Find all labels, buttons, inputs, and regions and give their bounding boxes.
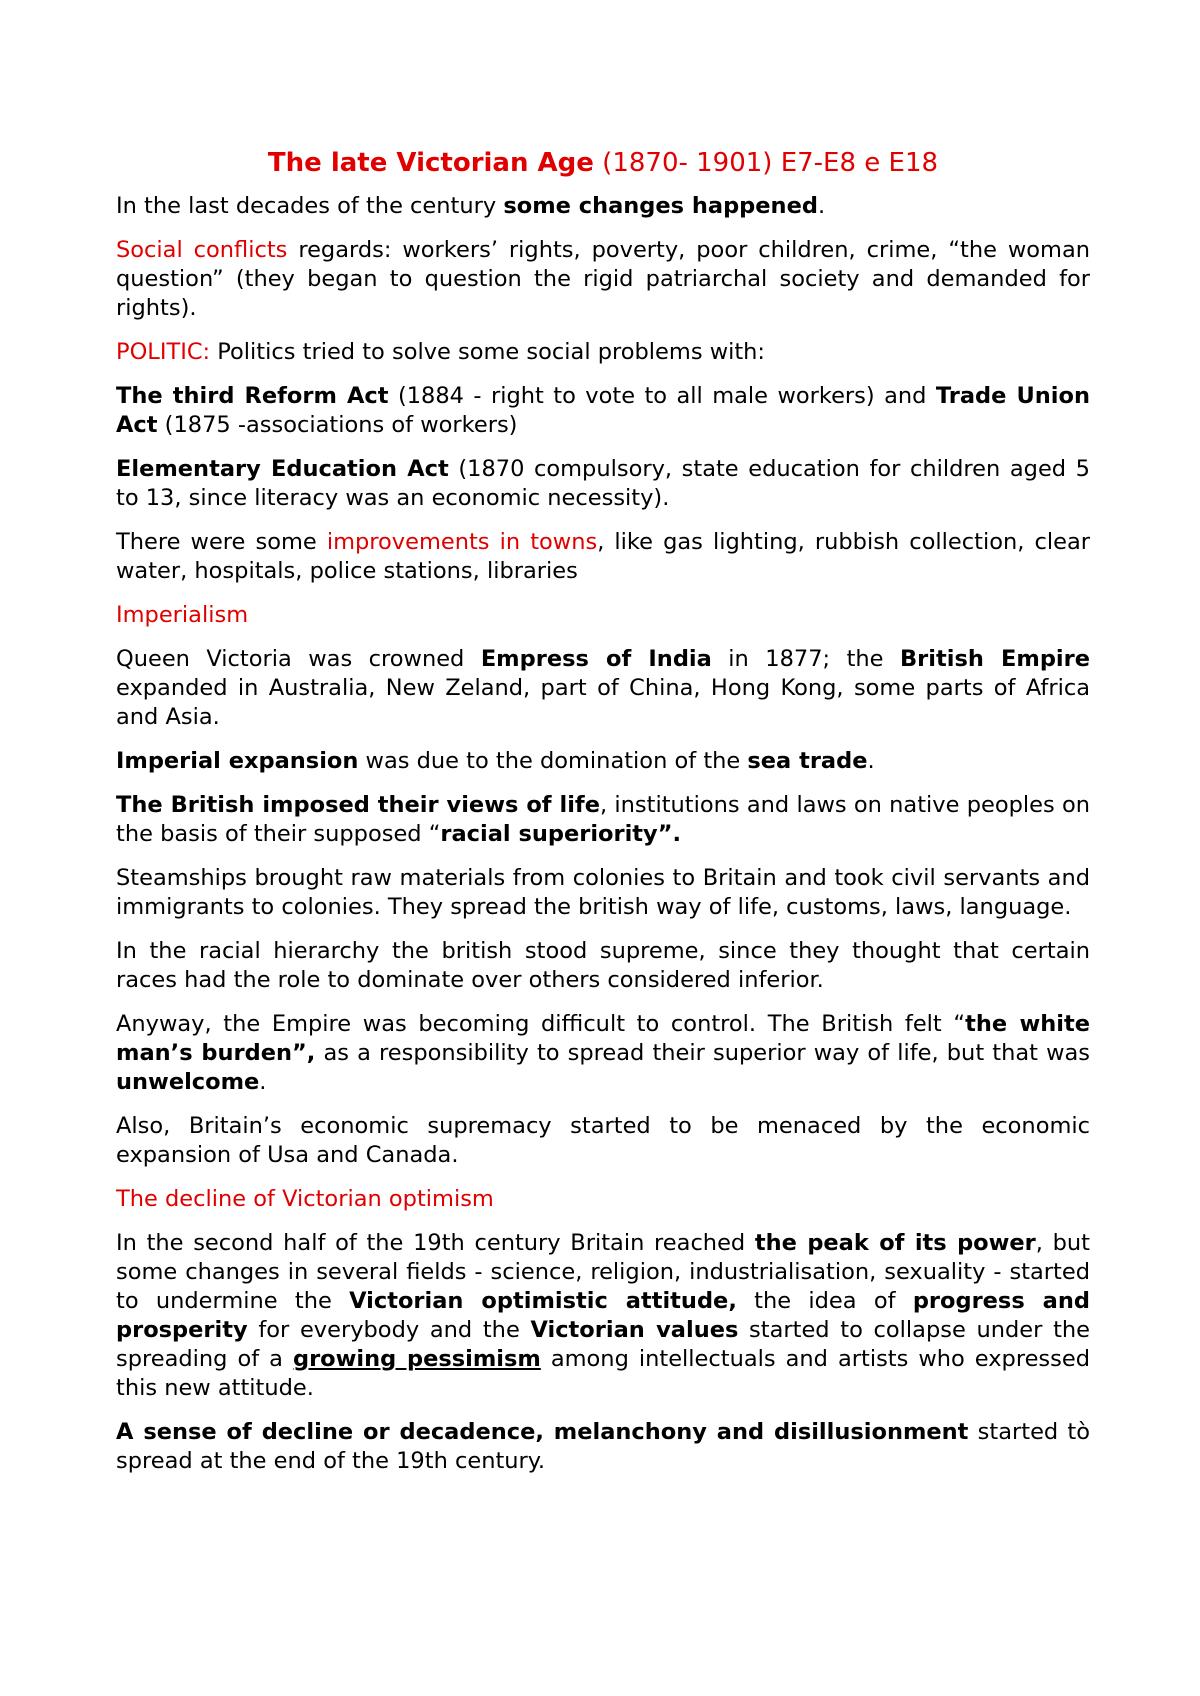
text: in 1877; the — [711, 646, 901, 672]
text: In the second half of the 19th century Britain reached — [116, 1230, 755, 1256]
bold-text: the white man’s burden”, — [116, 1011, 1090, 1066]
paragraph-social-conflicts — [116, 236, 1090, 323]
document-body — [116, 146, 1090, 1491]
bold-text: racial superiority”. — [440, 821, 682, 847]
text: In the last decades of the century — [116, 193, 504, 219]
bold-text: The British imposed their views of life — [116, 792, 600, 818]
text: , like gas lighting, rubbish collection, clear water, hospitals, police stations, libraries — [116, 529, 1090, 584]
heading-decline: The decline of Victorian optimism — [116, 1186, 494, 1212]
paragraph-imperial-expansion — [116, 747, 1090, 776]
text: started tò spread at the end of the 19th century. — [116, 1419, 1090, 1474]
text: . — [867, 748, 875, 774]
text: (1875 -associations of workers) — [157, 412, 518, 438]
text: started to collapse under the spreading of a — [116, 1317, 1090, 1372]
text: Queen Victoria was crowned — [116, 646, 481, 672]
paragraph-white-mans-burden — [116, 1010, 1090, 1097]
document-title — [116, 146, 1090, 180]
text: , but some changes in several fields - science, religion, industrialisation, sexuality - started to undermine the — [116, 1230, 1090, 1314]
bold-text: The third Reform Act — [116, 383, 389, 409]
paragraph-intro — [116, 192, 1090, 221]
bold-text: Empress of India — [480, 646, 712, 672]
red-text: improvements in towns — [326, 529, 598, 555]
paragraph-british-views — [116, 791, 1090, 849]
bold-text: unwelcome — [116, 1069, 260, 1095]
paragraph-sense-of-decline — [116, 1418, 1090, 1476]
bold-text: Victorian optimistic attitude, — [349, 1288, 737, 1314]
paragraph-steamships: Steamships brought raw materials from colonies to Britain and took civil servants and immigrants to colonies. They spread the british way of life, customs, laws, language. — [116, 865, 1090, 920]
bold-text: British Empire — [900, 646, 1090, 672]
paragraph-economic-supremacy: Also, Britain’s economic supremacy started to be menaced by the economic expansion of Usa and Canada. — [116, 1113, 1090, 1168]
title-main: The late Victorian Age — [267, 148, 594, 178]
bold-text: Victorian values — [530, 1317, 739, 1343]
bold-text: A sense of decline or decadence, melanchony and disillusionment — [116, 1419, 969, 1445]
bold-text: sea trade — [747, 748, 868, 774]
text: Politics tried to solve some social problems with: — [210, 339, 766, 365]
bold-text: progress and prosperity — [116, 1288, 1090, 1343]
text: among intellectuals and artists who expressed this new attitude. — [116, 1346, 1090, 1401]
paragraph-reform-act — [116, 382, 1090, 440]
paragraph-improvements — [116, 528, 1090, 586]
text: the idea of — [736, 1288, 913, 1314]
text: as a responsibility to spread their superior way of life, but that was — [315, 1040, 1090, 1066]
paragraph-empress — [116, 645, 1090, 732]
text: . — [817, 193, 826, 219]
bold-text: some changes happened — [503, 193, 818, 219]
paragraph-politic — [116, 338, 1090, 367]
text: Anyway, the Empire was becoming difficult to control. The British felt “ — [116, 1011, 966, 1037]
heading-imperialism: Imperialism — [116, 602, 249, 628]
bold-text: Imperial expansion — [116, 748, 359, 774]
text: (1870 compulsory, state education for children aged 5 to 13, since literacy was an economic necessity). — [116, 456, 1090, 511]
text: for everybody and the — [247, 1317, 531, 1343]
title-rest: (1870- 1901) E7-E8 e E18 — [593, 148, 939, 178]
red-text: POLITIC: — [116, 339, 211, 365]
text: There were some — [116, 529, 327, 555]
red-text: Social conflicts — [116, 237, 288, 263]
bold-text: the peak of its power — [754, 1230, 1036, 1256]
text: (1884 - right to vote to all male workers) and — [388, 383, 936, 409]
paragraph-peak-of-power — [116, 1229, 1090, 1403]
paragraph-education-act — [116, 455, 1090, 513]
text: , institutions and laws on native peoples on the basis of their supposed “ — [116, 792, 1090, 847]
paragraph-racial-hierarchy: In the racial hierarchy the british stood supreme, since they thought that certain races had the role to dominate over others considered inferior. — [116, 938, 1090, 993]
text: was due to the domination of the — [358, 748, 748, 774]
text: expanded in Australia, New Zeland, part of China, Hong Kong, some parts of Africa and Asia. — [116, 675, 1090, 730]
bold-underlined-text: growing pessimism — [292, 1346, 541, 1372]
bold-text: Trade Union Act — [116, 383, 1090, 438]
text: regards: workers’ rights, poverty, poor children, crime, “the woman question” (they began to question the rigid patriarchal society and demanded for rights). — [116, 237, 1090, 321]
bold-text: Elementary Education Act — [116, 456, 449, 482]
text: . — [259, 1069, 267, 1095]
